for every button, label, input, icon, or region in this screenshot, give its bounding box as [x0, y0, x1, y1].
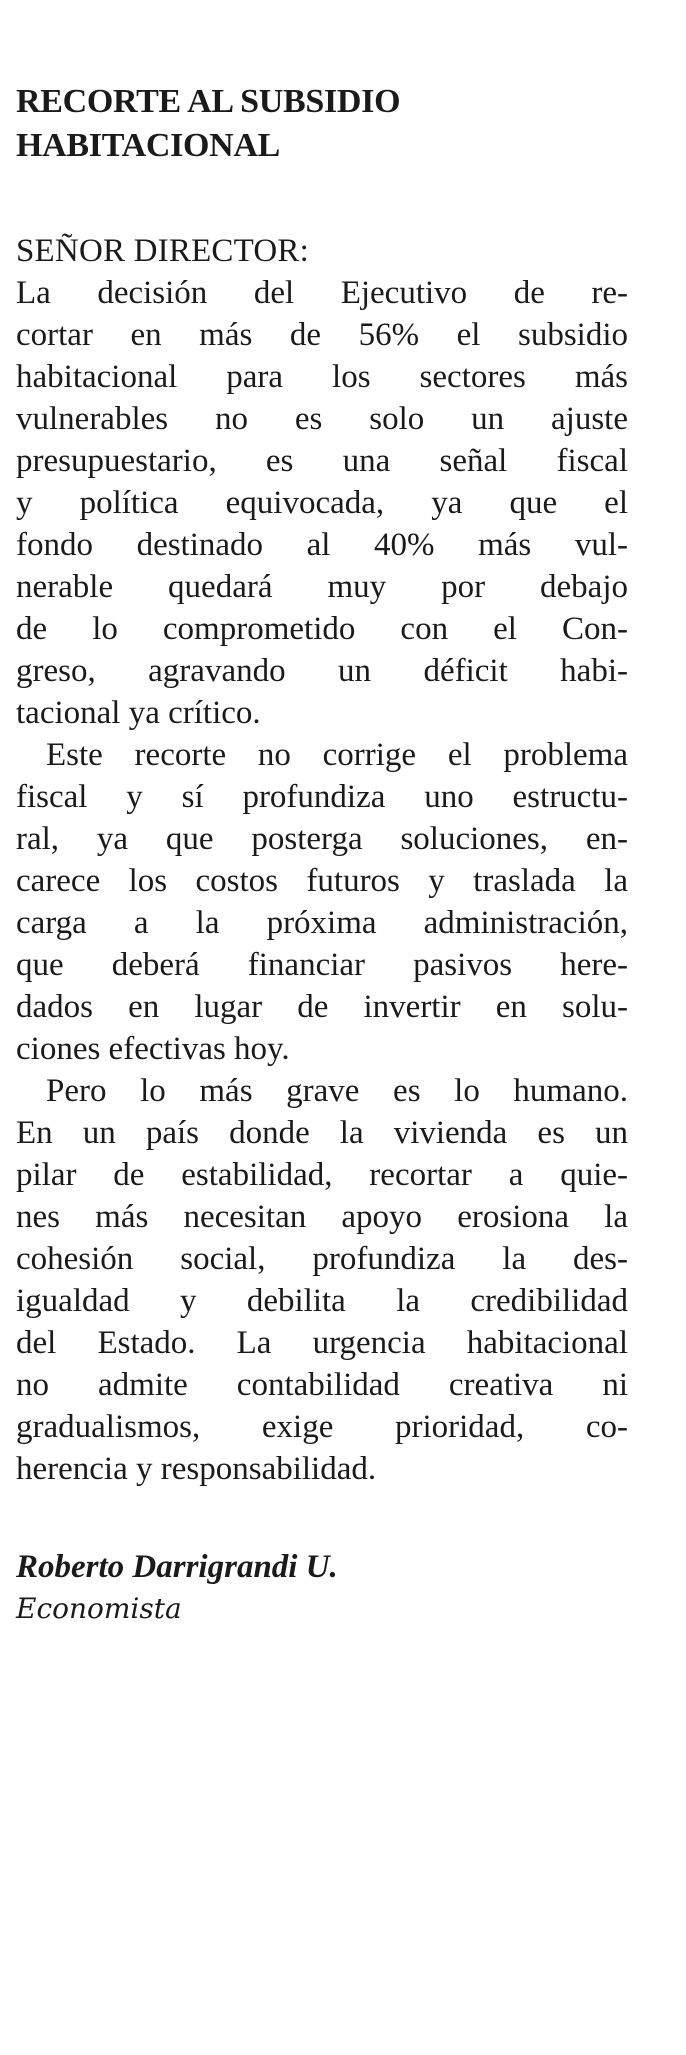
text-line: Pero lo más grave es lo humano.: [46, 1073, 628, 1109]
salutation: SEÑOR DIRECTOR:: [16, 233, 310, 269]
text-line: carga a la próxima administración,: [16, 905, 628, 941]
author-title: Economista: [16, 1592, 182, 1625]
text-line: dados en lugar de invertir en solu-: [16, 989, 628, 1025]
text-line: gradualismos, exige prioridad, co-: [16, 1409, 628, 1445]
text-line: Este recorte no corrige el problema: [46, 737, 628, 773]
text-line: nes más necesitan apoyo erosiona la: [16, 1199, 628, 1235]
author-name: Roberto Darrigrandi U.: [16, 1549, 338, 1585]
paragraph-3: [16, 1070, 628, 1490]
headline: [16, 80, 628, 168]
text-line: pilar de estabilidad, recortar a quie-: [16, 1157, 628, 1193]
text-line: vulnerables no es solo un ajuste: [16, 401, 628, 437]
paragraph-1: [16, 272, 628, 734]
text-line: carece los costos futuros y traslada la: [16, 863, 628, 899]
letter-to-editor: [16, 80, 628, 1630]
text-line: herencia y responsabilidad.: [16, 1451, 377, 1487]
text-line: del Estado. La urgencia habitacional: [16, 1325, 628, 1361]
paragraph-2: [16, 734, 628, 1070]
text-line: En un país donde la vivienda es un: [16, 1115, 628, 1151]
text-line: greso, agravando un déficit habi-: [16, 653, 628, 689]
headline-line: RECORTE AL SUBSIDIO: [16, 83, 401, 120]
text-line: que deberá financiar pasivos here-: [16, 947, 628, 983]
text-line: ral, ya que posterga soluciones, en-: [16, 821, 628, 857]
text-line: habitacional para los sectores más: [16, 359, 628, 395]
headline-line: HABITACIONAL: [16, 127, 281, 164]
text-line: presupuestario, es una señal fiscal: [16, 443, 628, 479]
text-line: y política equivocada, ya que el: [16, 485, 628, 521]
text-line: igualdad y debilita la credibilidad: [16, 1283, 628, 1319]
signature: [16, 1546, 628, 1630]
text-line: no admite contabilidad creativa ni: [16, 1367, 628, 1403]
text-line: tacional ya crítico.: [16, 695, 261, 731]
text-line: fiscal y sí profundiza uno estructu-: [16, 779, 628, 815]
text-line: fondo destinado al 40% más vul-: [16, 527, 628, 563]
text-line: La decisión del Ejecutivo de re-: [16, 275, 628, 311]
text-line: nerable quedará muy por debajo: [16, 569, 628, 605]
text-line: de lo comprometido con el Con-: [16, 611, 628, 647]
text-line: ciones efectivas hoy.: [16, 1031, 290, 1067]
text-line: cohesión social, profundiza la des-: [16, 1241, 628, 1277]
text-line: cortar en más de 56% el subsidio: [16, 317, 628, 353]
